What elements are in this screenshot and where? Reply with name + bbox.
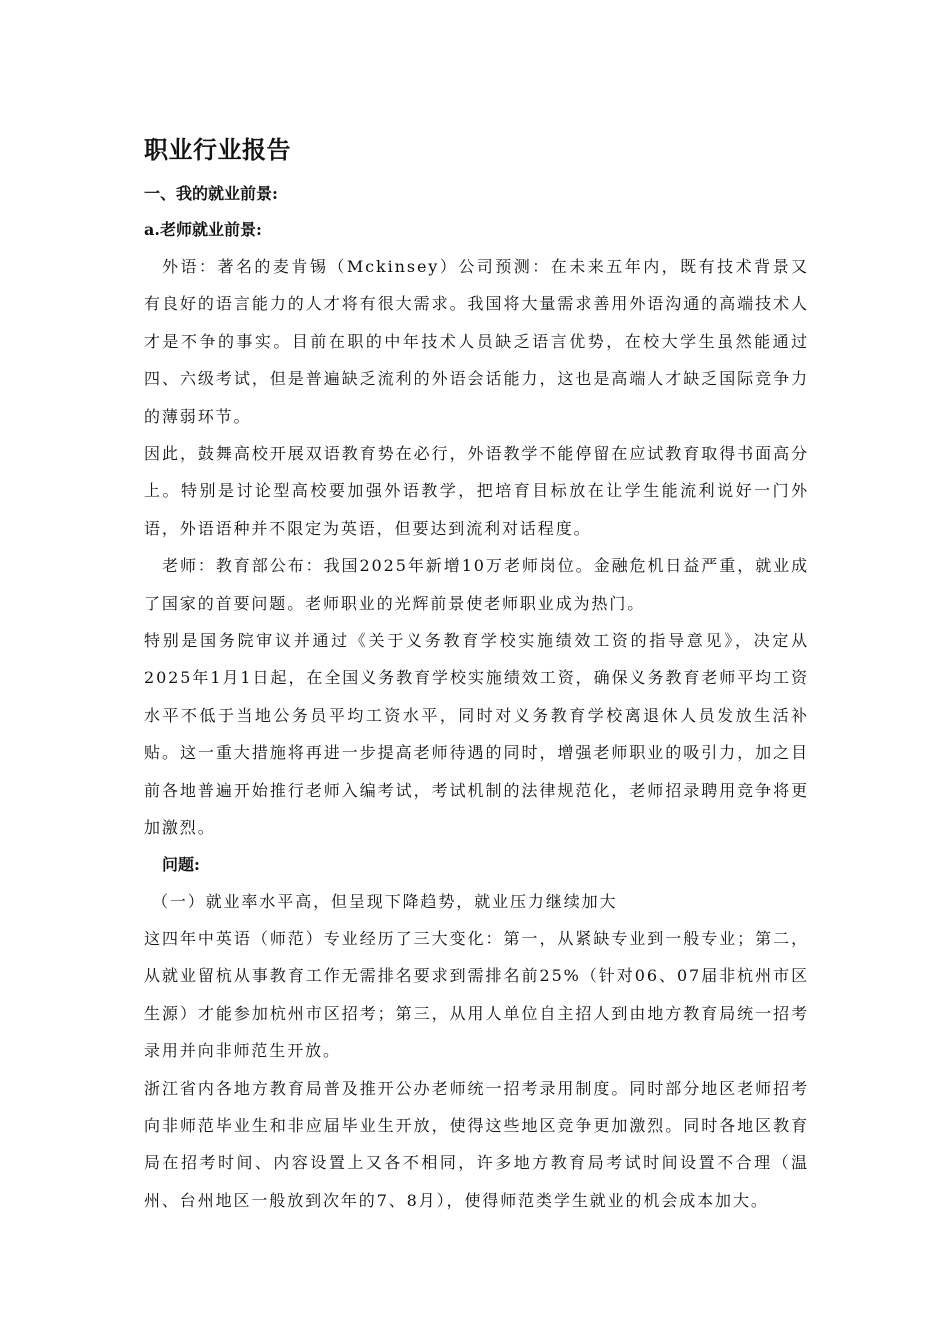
paragraph-bilingual-education: 因此，鼓舞高校开展双语教育势在必行，外语教学不能停留在应试教育取得书面高分上。特别是讨论型高校要加强外语教学，把培育目标放在让学生能流利说好一门外语，外语语种并不限定为英语，但要达到流利对话程度。	[144, 444, 809, 538]
paragraph-teacher-positions: 老师：教育部公布：我国2025年新增10万老师岗位。金融危机日益严重，就业成了国家的首要问题。老师职业的光辉前景使老师职业成为热门。	[144, 556, 809, 613]
paragraph-three-changes: 这四年中英语（师范）专业经历了三大变化：第一，从紧缺专业到一般专业；第二，从就业留杭从事教育工作无需排名要求到需排名前25%（针对06、07届非杭州市区生源）才能参加杭州市区招考；第三，从用人单位自主招人到由地方教育局统一招考录用并向非师范生开放。	[144, 928, 809, 1061]
paragraph-unified-recruitment: 浙江省内各地方教育局普及推开公办老师统一招考录用制度。同时部分地区老师招考向非师范毕业生和非应届毕业生开放，使得这些地区竞争更加激烈。同时各地区教育局在招考时间、内容设置上又各不相同，许多地方教育局考试时间设置不合理（温州、台州地区一般放到次年的7、8月），使得师范类学生就业的机会成本加大。	[144, 1078, 809, 1210]
problems-heading: 问题:	[162, 854, 200, 874]
document-title: 职业行业报告	[144, 136, 291, 164]
paragraph-performance-pay: 特别是国务院审议并通过《关于义务教育学校实施绩效工资的指导意见》，决定从2025年1月1日起，在全国义务教育学校实施绩效工资，确保义务教育老师平均工资水平不低于当地公务员平均工资水平，同时对义务教育学校离退休人员发放生活补贴。这一重大措施将再进一步提高老师待遇的同时，增强老师职业的吸引力，加之目前各地普遍开始推行老师入编考试，考试机制的法律规范化，老师招录聘用竞争将更加激烈。	[144, 631, 809, 838]
paragraph-foreign-language: 外语：著名的麦肯锡（Mckinsey）公司预测：在未来五年内，既有技术背景又有良好的语言能力的人才将有很大需求。我国将大量需求善用外语沟通的高端技术人才是不争的事实。目前在职的中年技术人员缺乏语言优势，在校大学生虽然能通过四、六级考试，但是普遍缺乏流利的外语会话能力，这也是高端人才缺乏国际竞争力的薄弱环节。	[144, 257, 809, 426]
document-page	[144, 130, 809, 1219]
subsection-heading-teacher-prospects: a.老师就业前景:	[144, 220, 262, 239]
problem-item-one: （一）就业率水平高，但呈现下降趋势，就业压力继续加大	[152, 891, 618, 911]
section-heading-employment-prospects: 一、我的就业前景:	[144, 184, 278, 203]
